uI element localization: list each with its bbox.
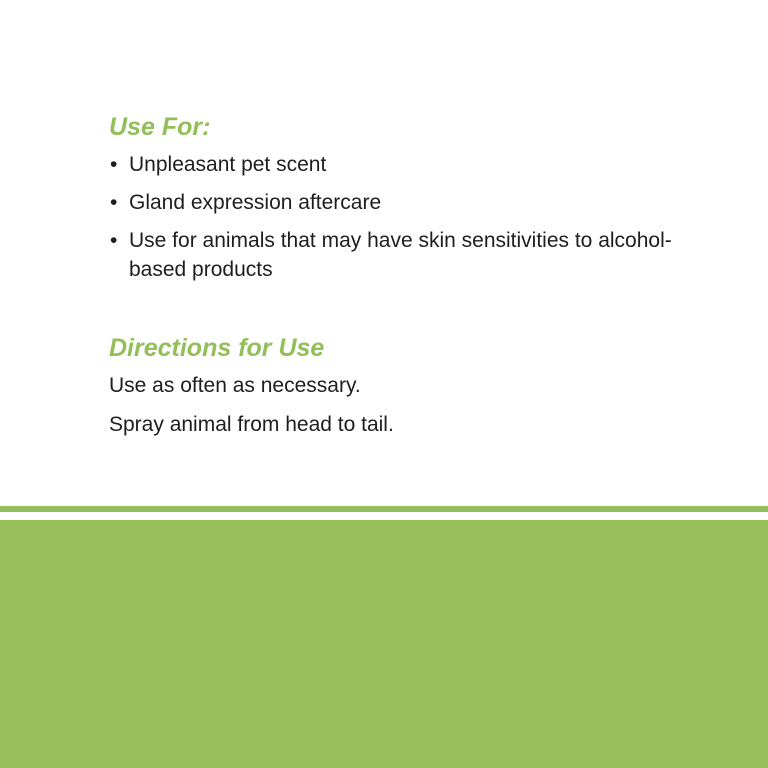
list-item-text: Unpleasant pet scent <box>129 153 327 176</box>
divider-stripe <box>0 506 768 512</box>
bullet-icon: • <box>110 191 118 214</box>
use-for-list <box>109 150 709 293</box>
list-item-text: Use for animals that may have skin sensitivities to alcohol-based products <box>129 229 672 281</box>
list-item <box>109 150 709 179</box>
list-item <box>109 226 709 284</box>
green-footer-band <box>0 520 768 768</box>
list-item <box>109 188 709 217</box>
directions-heading: Directions for Use <box>109 334 325 362</box>
use-for-heading: Use For: <box>109 113 211 141</box>
bullet-icon: • <box>110 153 118 176</box>
directions-line: Spray animal from head to tail. <box>109 413 394 436</box>
list-item-text: Gland expression aftercare <box>129 191 382 214</box>
directions-line: Use as often as necessary. <box>109 374 361 397</box>
bullet-icon: • <box>110 229 118 252</box>
